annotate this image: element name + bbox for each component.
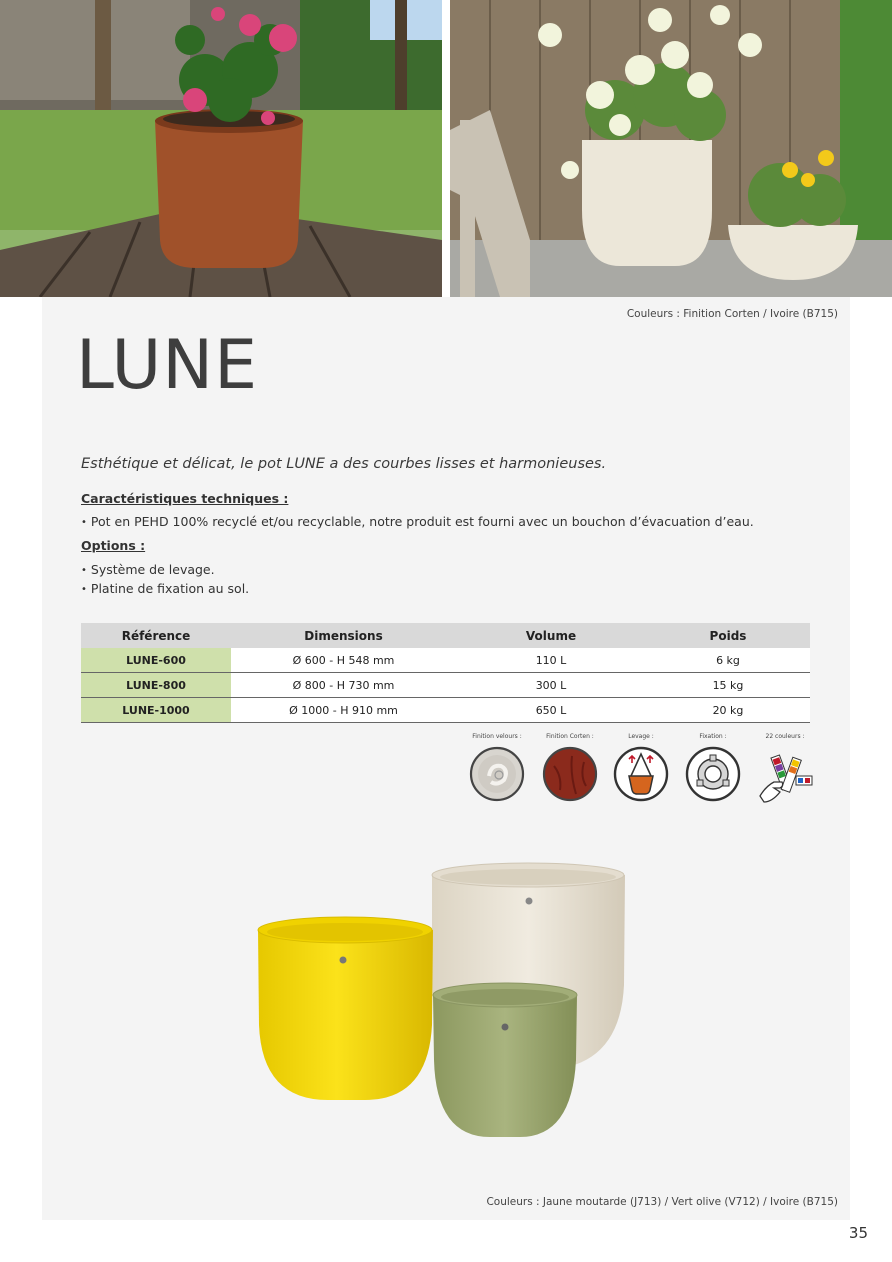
tech-spec-item	[81, 514, 754, 529]
cell-reference: LUNE-600	[81, 648, 231, 673]
option-item	[81, 562, 215, 577]
header-dimensions: Dimensions	[231, 623, 456, 648]
cell-reference: LUNE-1000	[81, 698, 231, 723]
cell-weight: 6 kg	[646, 648, 810, 673]
option-lifting-label: Levage :	[628, 733, 654, 740]
bullet-glyph: •	[81, 517, 87, 528]
bullet-glyph: •	[81, 584, 87, 595]
cell-dimensions: Ø 800 - H 730 mm	[231, 673, 456, 698]
spec-table	[81, 623, 810, 723]
product-photo-caption: Couleurs : Jaune moutarde (J713) / Vert olive (V712) / Ivoire (B715)	[486, 1196, 838, 1208]
option-fixation-label: Fixation :	[699, 733, 727, 740]
option-fixation	[682, 733, 744, 802]
option-colors-label: 22 couleurs :	[765, 733, 805, 740]
cell-dimensions: Ø 600 - H 548 mm	[231, 648, 456, 673]
color-palette-icon	[756, 746, 814, 804]
table-header-row	[81, 623, 810, 648]
tech-specs-heading: Caractéristiques techniques :	[81, 491, 289, 506]
option-text: Système de levage.	[90, 562, 215, 577]
cell-reference: LUNE-800	[81, 673, 231, 698]
cell-weight: 20 kg	[646, 698, 810, 723]
finish-velours	[466, 733, 528, 802]
options-heading: Options :	[81, 538, 146, 553]
cell-volume: 300 L	[456, 673, 646, 698]
tech-spec-text: Pot en PEHD 100% recyclé et/ou recyclable, notre produit est fourni avec un bouchon d’évacuation d’eau.	[90, 514, 754, 529]
table-row	[81, 648, 810, 673]
top-photo-caption: Couleurs : Finition Corten / Ivoire (B715)	[626, 308, 838, 320]
table-row	[81, 673, 810, 698]
velvet-finish-icon	[469, 746, 525, 802]
bullet-glyph: •	[81, 565, 87, 576]
cell-weight: 15 kg	[646, 673, 810, 698]
corten-finish-icon	[542, 746, 598, 802]
finish-corten-label: Finition Corten :	[546, 733, 594, 740]
header-reference: Référence	[81, 623, 231, 648]
finish-corten	[539, 733, 601, 802]
finish-velours-label: Finition velours :	[472, 733, 522, 740]
option-colors	[754, 733, 816, 804]
table-row	[81, 698, 810, 723]
photo-corten-pot-roses	[0, 0, 442, 297]
cell-volume: 650 L	[456, 698, 646, 723]
photo-ivory-pots-flowers	[450, 0, 892, 297]
header-weight: Poids	[646, 623, 810, 648]
option-lifting	[610, 733, 672, 802]
cell-dimensions: Ø 1000 - H 910 mm	[231, 698, 456, 723]
option-text: Platine de fixation au sol.	[90, 581, 250, 596]
product-title: LUNE	[76, 326, 259, 405]
cell-volume: 110 L	[456, 648, 646, 673]
fixation-icon	[685, 746, 741, 802]
product-photo-lune-pots	[250, 855, 640, 1145]
header-volume: Volume	[456, 623, 646, 648]
option-item	[81, 581, 249, 596]
lifting-icon	[613, 746, 669, 802]
page-number: 35	[848, 1224, 868, 1242]
product-tagline: Esthétique et délicat, le pot LUNE a des courbes lisses et harmonieuses.	[81, 456, 607, 472]
